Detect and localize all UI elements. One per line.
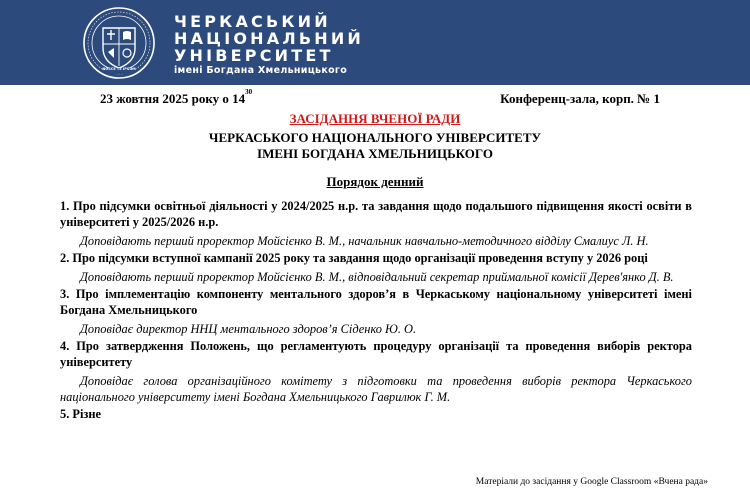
meeting-title: ЗАСІДАННЯ ВЧЕНОЇ РАДИ <box>289 111 461 126</box>
agenda-title: Порядок денний <box>326 174 424 189</box>
org-line-1: ЧЕРКАСЬКОГО НАЦІОНАЛЬНОГО УНІВЕРСИТЕТУ <box>208 130 542 145</box>
agenda-reporter: Доповідають перший проректор Мойсієнко В. М., начальник навчально-методичного відділу Смалиус Л. Н. <box>80 234 649 248</box>
agenda-item: 2. Про підсумки вступної кампанії 2025 року та завдання щодо організації проведення вступу у 2026 році <box>60 251 648 265</box>
name-line-1: ЧЕРКАСЬКИЙ <box>174 12 331 31</box>
org-line-2: ІМЕНІ БОГДАНА ХМЕЛЬНИЦЬКОГО <box>257 146 493 161</box>
university-name <box>174 13 364 77</box>
name-line-3: УНІВЕРСИТЕТ <box>174 46 334 65</box>
agenda-reporter: Доповідає директор ННЦ ментального здоров’я Сіденко Ю. О. <box>80 322 417 336</box>
agenda-list <box>60 198 692 422</box>
name-subline: імені Богдана Хмельницького <box>174 65 348 76</box>
agenda-item: 5. Різне <box>60 407 102 421</box>
agenda-item: 3. Про імплементацію компоненту ментального здоров’я в Черкаському національному університеті імені Богдана Хмельницького <box>60 287 692 317</box>
meeting-date: 23 жовтня 2025 року о $14^{30}$ <box>100 88 253 106</box>
logo-motto: NOSCE TE IPSUM <box>102 67 136 71</box>
agenda-reporter: Доповідає голова організаційного комітету з підготовки та проведення виборів ректора Черкаського національного університету імені Богдана Хмельницького Гаврилюк Г. М. <box>60 374 692 404</box>
footer-note: Матеріали до засідання у Google Classroom «Вчена рада» <box>475 477 708 487</box>
header-band <box>0 0 750 85</box>
name-line-2: НАЦІОНАЛЬНИЙ <box>174 29 365 48</box>
meeting-place: Конференц-зала, корп. № 1 <box>500 91 660 106</box>
agenda-item: 1. Про підсумки освітньої діяльності у 2024/2025 н.р. та завдання щодо подальшого підвищення якості освіти в університеті у 2025/2026 н.р. <box>60 199 692 229</box>
agenda-reporter: Доповідають перший проректор Мойсієнко В. М., відповідальний секретар приймальної комісії Дерев'янко Д. В. <box>80 270 674 284</box>
agenda-item: 4. Про затвердження Положень, що регламентують процедуру організації та проведення виборів ректора університету <box>60 339 692 369</box>
